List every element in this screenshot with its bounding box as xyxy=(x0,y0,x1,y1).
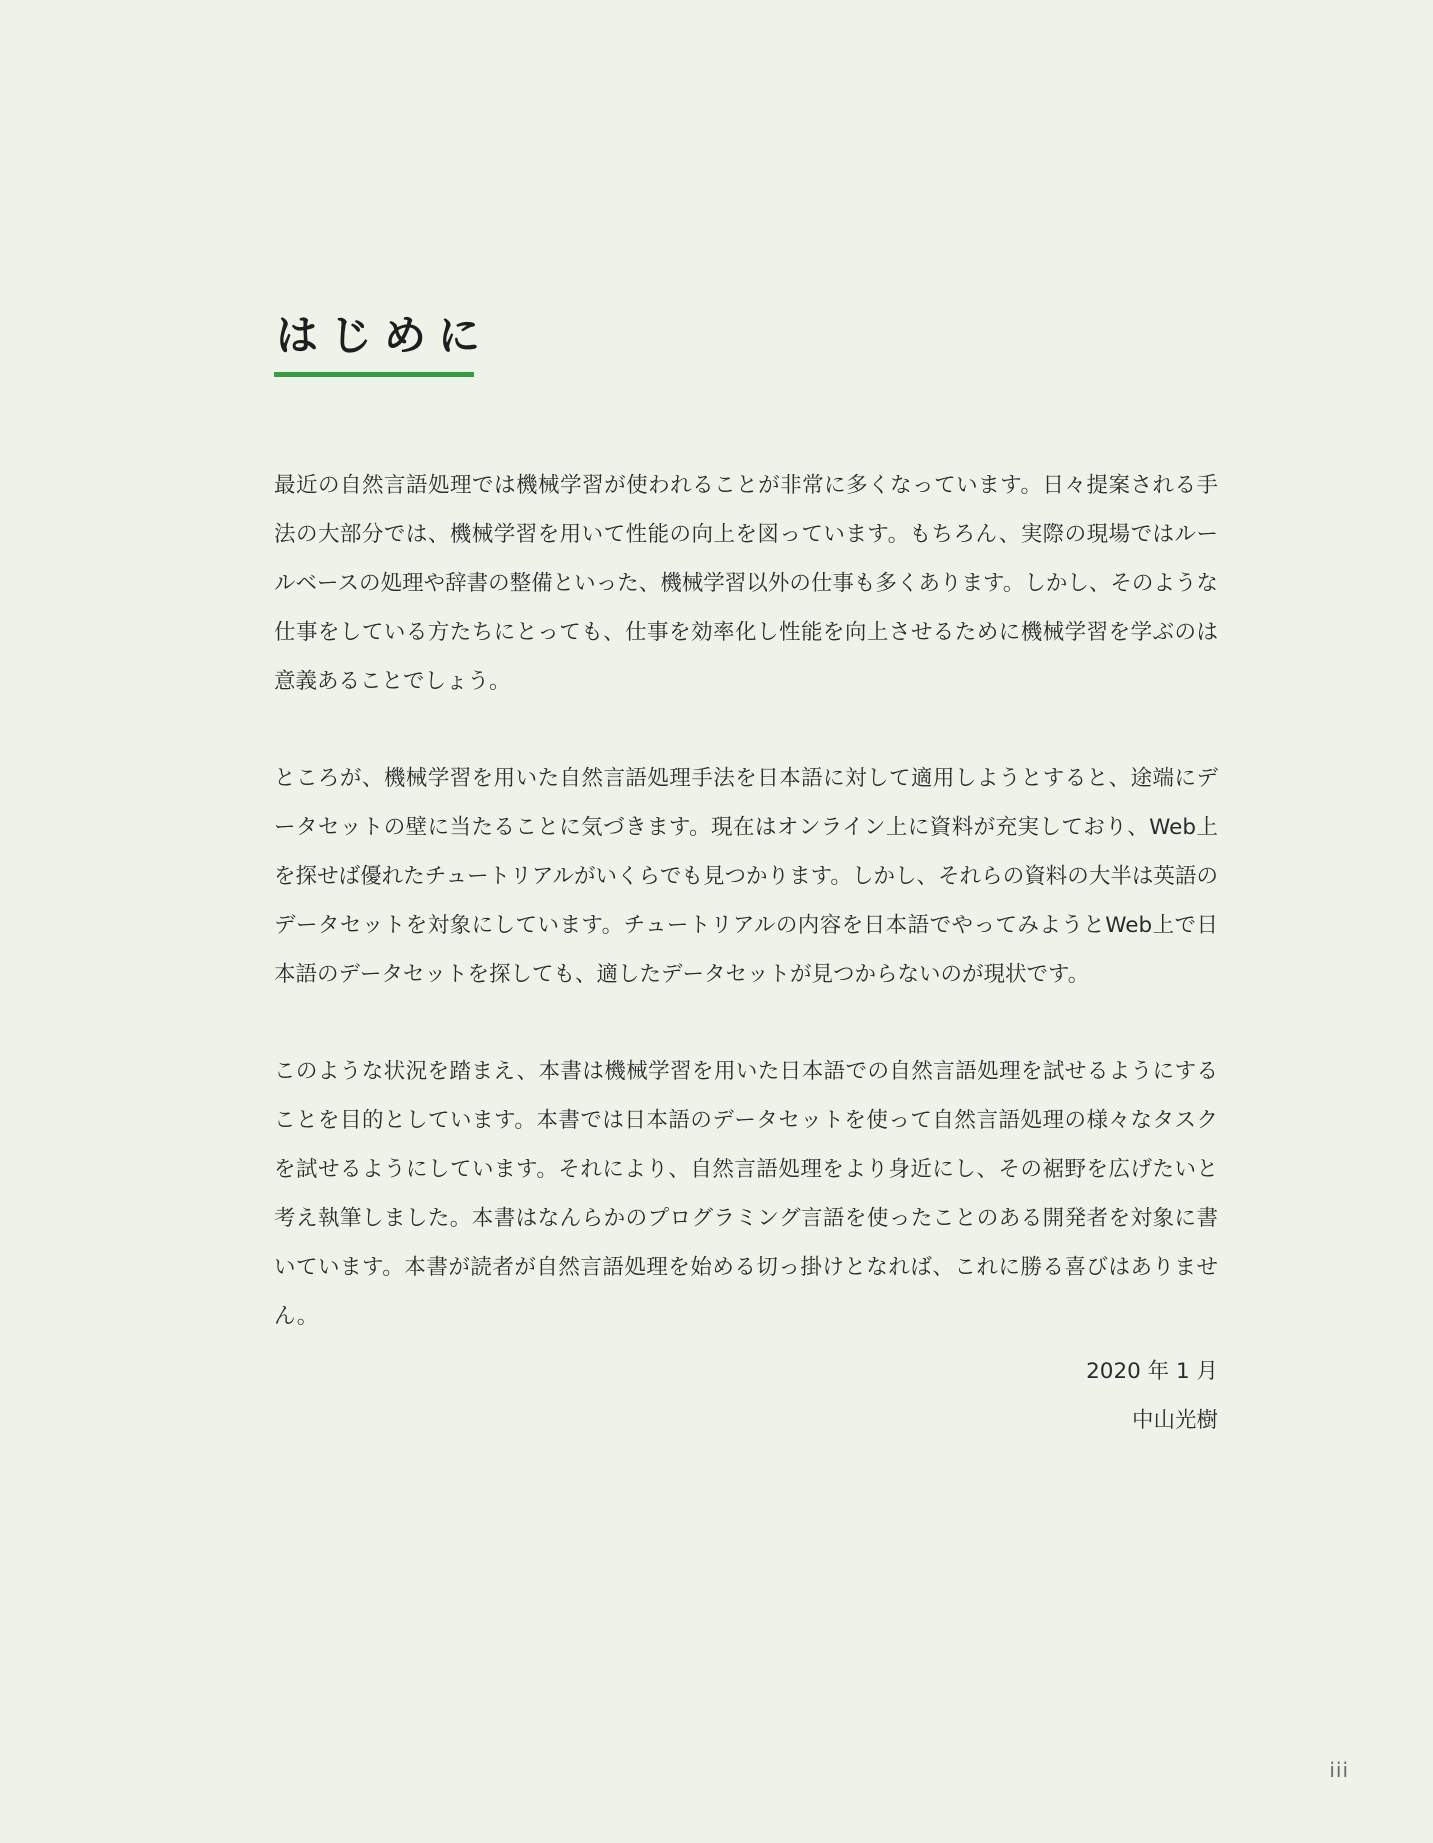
paragraph-1: 最近の自然言語処理では機械学習が使われることが非常に多くなっています。日々提案される手法の大部分では、機械学習を用いて性能の向上を図っています。もちろん、実際の現場ではルールベースの処理や辞書の整備といった、機械学習以外の仕事も多くあります。しかし、そのような仕事をしている方たちにとっても、仕事を効率化し性能を向上させるために機械学習を学ぶのは意義あることでしょう。 xyxy=(274,473,1218,694)
signature-date: 2020 年 1 月 xyxy=(1086,1359,1218,1384)
signature-author: 中山光樹 xyxy=(1131,1408,1218,1433)
body-text xyxy=(274,461,1218,1389)
page-number: iii xyxy=(1329,1758,1349,1782)
section-heading-block xyxy=(274,308,492,377)
signature-block xyxy=(1086,1347,1218,1445)
paragraph-3: このような状況を踏まえ、本書は機械学習を用いた日本語での自然言語処理を試せるようにすることを目的としています。本書では日本語のデータセットを使って自然言語処理の様々なタスクを試せるようにしています。それにより、自然言語処理をより身近にし、その裾野を広げたいと考え執筆しました。本書はなんらかのプログラミング言語を使ったことのある開発者を対象に書いています。本書が読者が自然言語処理を始める切っ掛けとなれば、これに勝る喜びはありません。 xyxy=(274,1059,1218,1329)
section-heading: はじめに xyxy=(276,311,493,360)
paragraph-2: ところが、機械学習を用いた自然言語処理手法を日本語に対して適用しようとすると、途端にデータセットの壁に当たることに気づきます。現在はオンライン上に資料が充実しており、Web上を探せば優れたチュートリアルがいくらでも見つかります。しかし、それらの資料の大半は英語のデータセットを対象にしています。チュートリアルの内容を日本語でやってみようとWeb上で日本語のデータセットを探しても、適したデータセットが見つからないのが現状です。 xyxy=(274,766,1218,987)
heading-underline xyxy=(274,372,474,377)
